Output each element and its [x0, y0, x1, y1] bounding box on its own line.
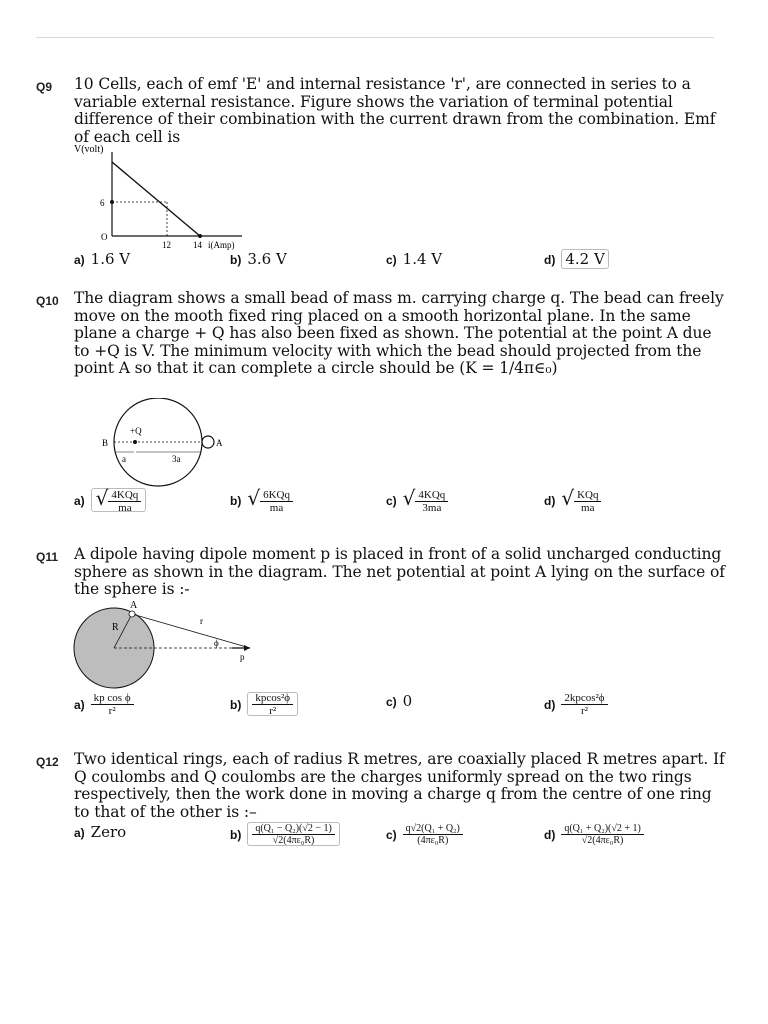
option-d[interactable]: d) √ $\frac{\text{KQq}}{ma}$ [544, 486, 601, 514]
svg-text:3a: 3a [172, 454, 181, 464]
svg-text:a: a [122, 454, 126, 464]
option-b[interactable]: b) √ $\frac{\text{6KQq}}{ma}$ [230, 486, 293, 514]
option-a[interactable]: a) Zero [74, 823, 127, 841]
option-d[interactable]: d) $\frac{\text{2kpcos²ϕ}}{\text{r²}}$ [544, 692, 608, 717]
question-number: Q9 [36, 80, 53, 94]
question-number: Q10 [36, 294, 59, 308]
svg-text:O: O [101, 232, 108, 242]
option-a[interactable]: a) 1.6 V [74, 250, 131, 268]
svg-text:R: R [112, 622, 119, 633]
question-text: The diagram shows a small bead of mass m. carrying charge q. The bead can freely move on the mooth fixed ring placed on a smooth horizontal plane. In the same plane a charge + Q has also been fixed as shown. The potential at the point A due to +Q is V. The minimum velocity with which the bead should projected from the point A so that it can complete a circle should be (K = 1/4π∈₀) [74, 289, 724, 377]
dipole-sphere-diagram [72, 600, 262, 692]
question-number: Q11 [36, 550, 59, 564]
svg-text:+Q: +Q [130, 426, 142, 436]
svg-text:A: A [130, 600, 138, 611]
question-text: 10 Cells, each of emf 'E' and internal resistance 'r', are connected in series to a variable external resistance. Figure shows the variation of terminal potential difference of their combination with the current drawn from the combination. Emf of each cell is [74, 75, 716, 146]
question-number: Q12 [36, 755, 59, 769]
svg-text:A: A [216, 438, 223, 448]
question-text: A dipole having dipole moment p is placed in front of a solid uncharged conducting sphere as shown in the diagram. The net potential at point A lying on the surface of the sphere is :- [74, 545, 725, 598]
svg-text:p: p [240, 652, 245, 662]
svg-text:12: 12 [162, 240, 171, 250]
option-c[interactable]: c) √ $\frac{\text{4KQq}}{3ma}$ [386, 486, 448, 514]
option-c[interactable]: c) 1.4 V [386, 250, 443, 268]
ring-charge-diagram [70, 398, 240, 488]
option-a[interactable]: a) √ $\frac{\text{4KQq}}{ma}$ [74, 486, 146, 514]
option-a[interactable]: a) $\frac{\text{kp cos ϕ}}{\text{r²}}$ [74, 692, 134, 717]
voltage-current-graph [72, 142, 292, 252]
option-b[interactable]: b) $\frac{\text{kpcos²ϕ}}{\text{r²}}$ [230, 692, 298, 717]
svg-text:B: B [102, 438, 109, 448]
option-b[interactable]: b) $\frac{\text{q(Q₁ − Q₂)(√2 − 1)}}{\text{√2(4πε₀R)}}$ [230, 823, 340, 846]
option-d[interactable]: d) $\frac{\text{q(Q₁ + Q₂)(√2 + 1)}}{\text{√2(4πε₀R)}}$ [544, 823, 644, 846]
option-b[interactable]: b) 3.6 V [230, 250, 287, 268]
svg-text:14: 14 [193, 240, 202, 250]
option-d[interactable]: d) 4.2 V [544, 250, 609, 268]
option-c[interactable]: c) $\frac{\text{q√2(Q₁ + Q₂)}}{\text{(4πε₀R)}}$ [386, 823, 463, 846]
x-axis-label: i(Amp) [208, 240, 235, 250]
top-divider [36, 37, 714, 38]
option-c[interactable]: c) 0 [386, 692, 413, 710]
svg-text:r: r [200, 616, 203, 626]
svg-text:ϕ: ϕ [214, 638, 219, 648]
question-text: Two identical rings, each of radius R metres, are coaxially placed R metres apart. If Q coulombs and Q coulombs are the charges uniformly spread on the two rings respectively, then the work done in moving a charge q from the centre of one ring to that of the other is :– [74, 750, 725, 821]
svg-text:6: 6 [100, 198, 105, 208]
y-axis-label: V(volt) [74, 144, 104, 155]
